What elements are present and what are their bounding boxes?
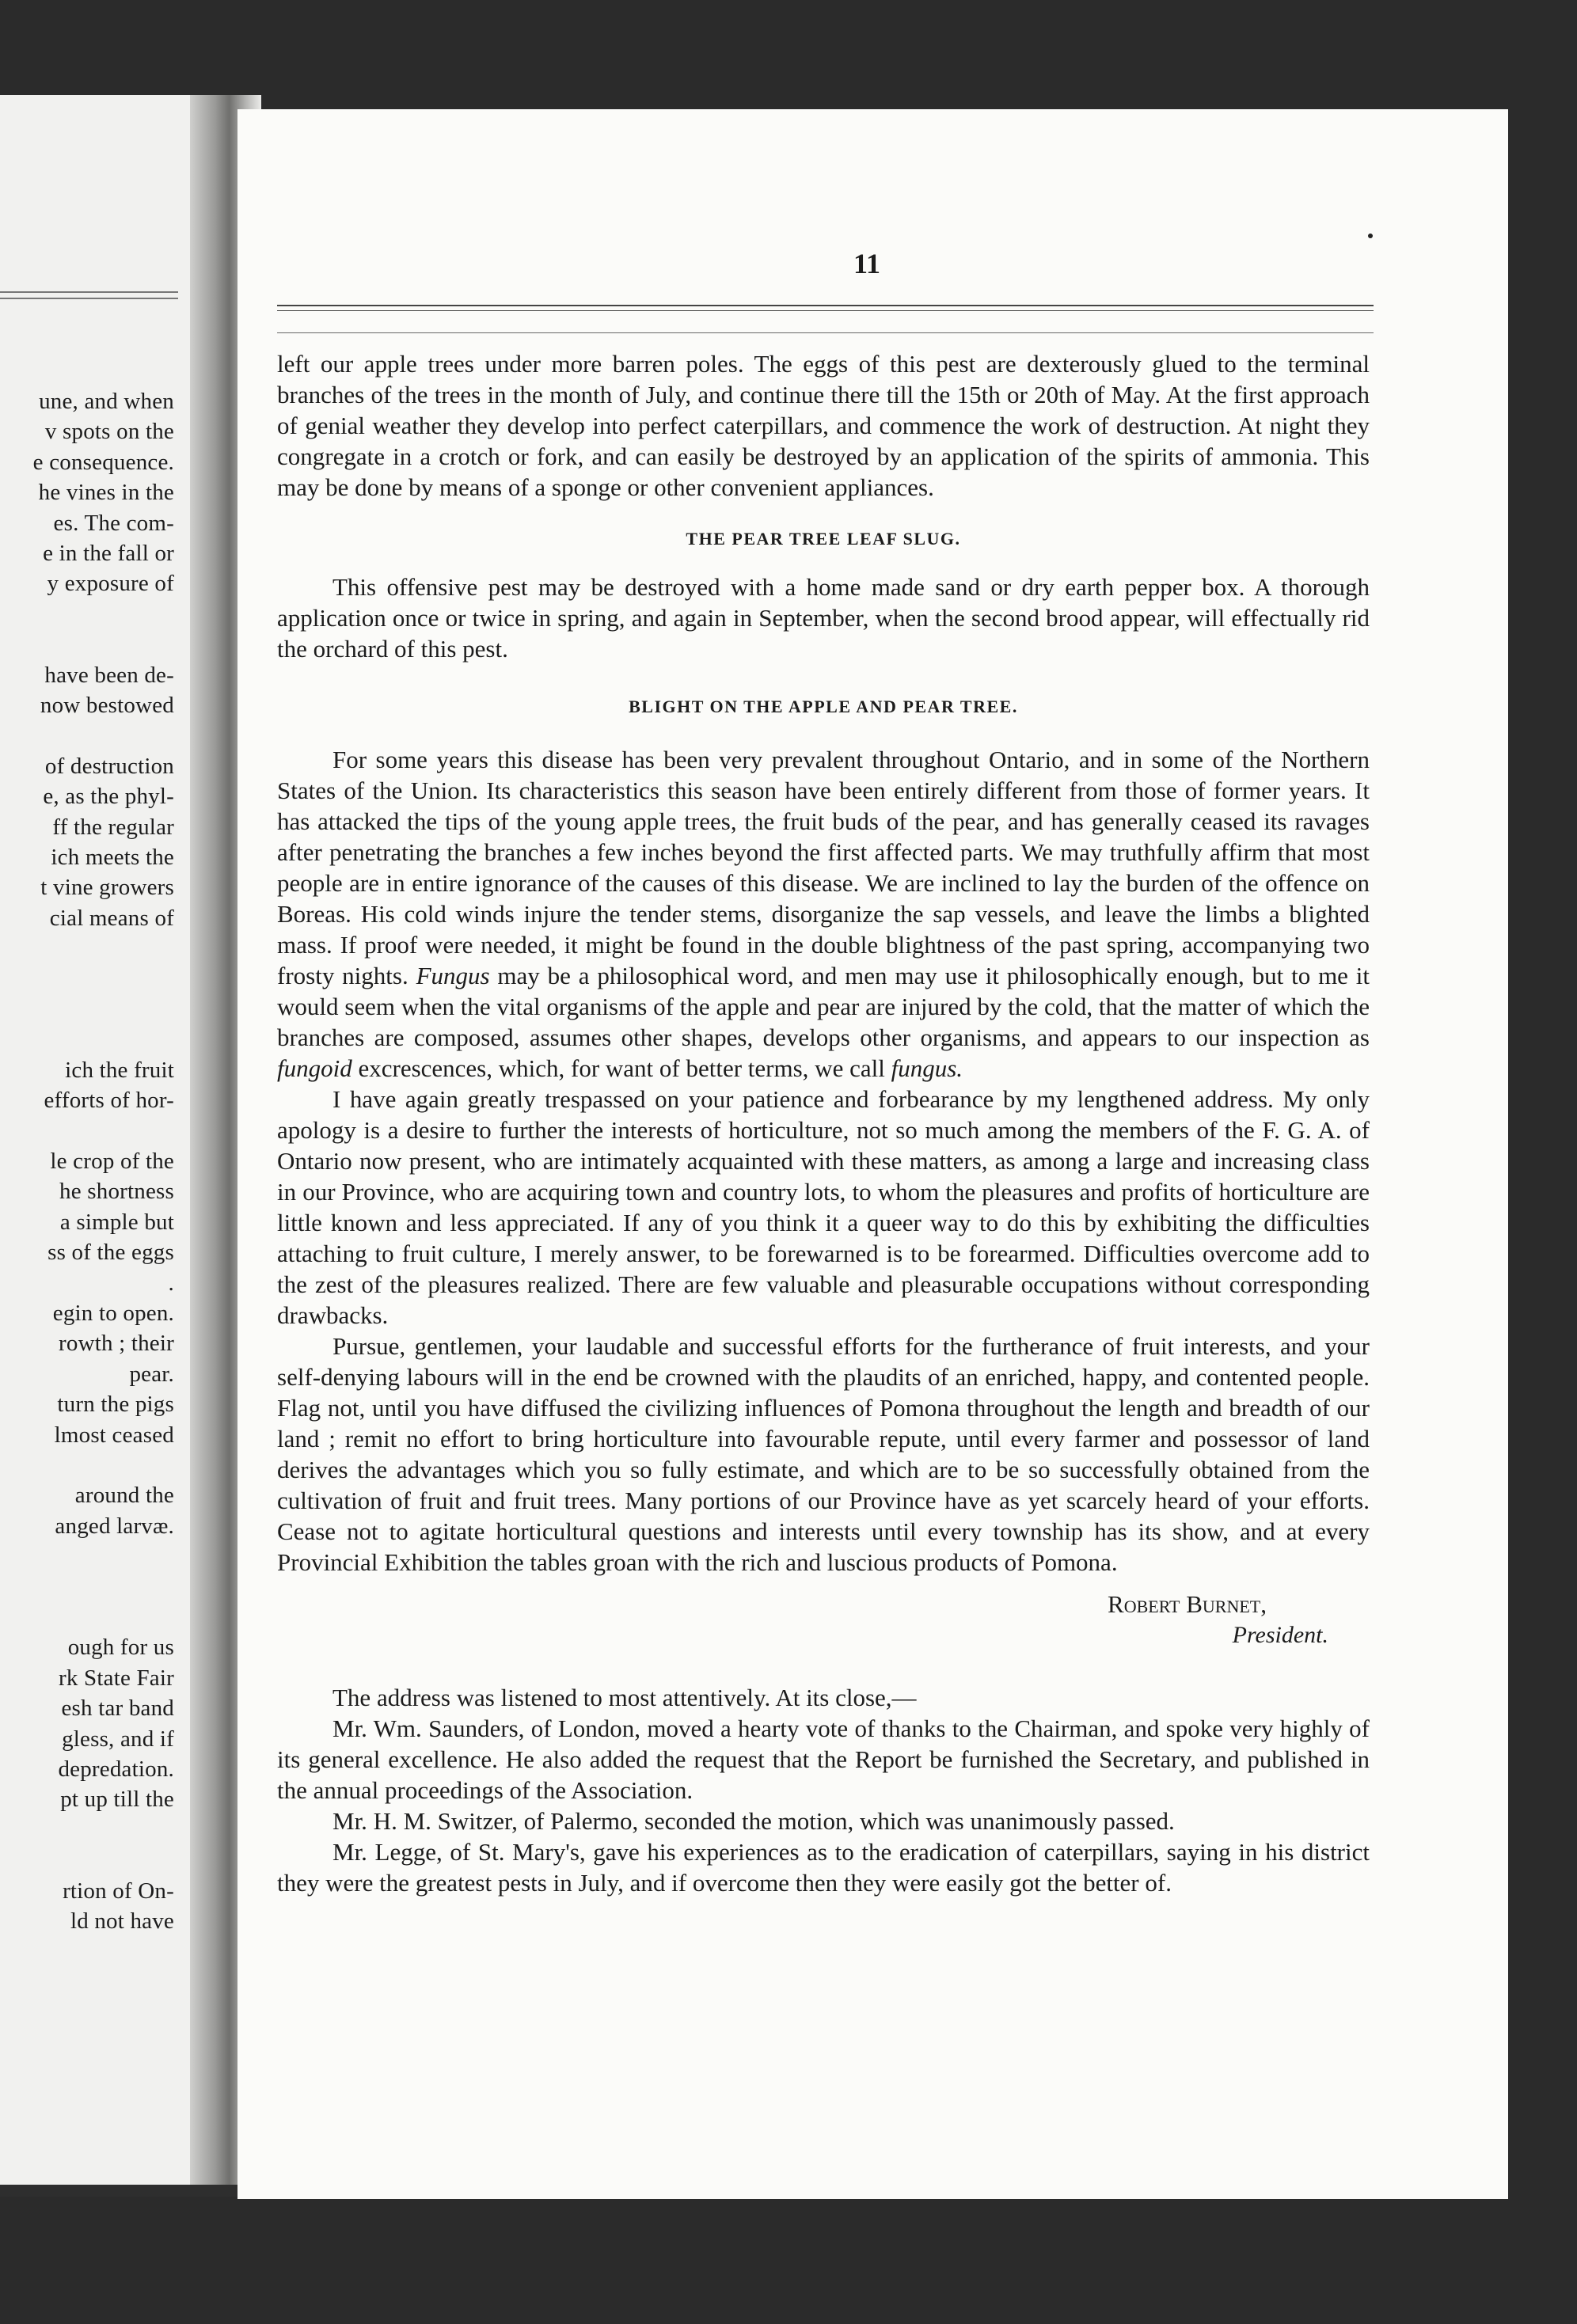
paragraph-text: may be a philosophical word, and men may use it philosophically enough, but to me it would seem when the vital organisms of the apple and pear are injured by the cold, that the matter of which the branches are composed, assumes other shapes, develops other organisms, and appears to our inspection as	[277, 962, 1370, 1051]
facing-page-line: e in the fall or	[43, 541, 174, 566]
scan-background-right	[1508, 0, 1577, 2324]
facing-page-line: ff the regular	[52, 814, 174, 840]
facing-page-line: ss of the eggs	[48, 1240, 174, 1266]
facing-page-line: egin to open.	[52, 1301, 174, 1326]
facing-page-line: t vine growers	[40, 875, 174, 901]
facing-page-line: y exposure of	[47, 571, 174, 597]
facing-page-line: now bestowed	[40, 693, 174, 718]
header-rule	[277, 332, 1374, 333]
section-heading: BLIGHT ON THE APPLE AND PEAR TREE.	[629, 697, 1018, 716]
facing-page-line: ich meets the	[51, 845, 174, 870]
paragraph: I have again greatly trespassed on your patience and forbearance by my lengthened address. My only apology is a desire to further the interests of horticulture, not so much among the members of the F. G. A. of Ontario now present, who are intimately acquainted with these matters, as among a large and increasing class in our Province, who are acquiring town and country lots, to whom the pleasures and profits of horticulture are little known and less appreciated. If any of you think it a queer way to do this by exhibiting the difficulties attaching to fruit culture, I merely answer, to be forewarned is to be forearmed. Difficulties overcome add to the zest of the pleasures realized. There are few valuable and pleasurable occupations without corresponding drawbacks.	[277, 1085, 1370, 1329]
paragraph-text: excrescences, which, for want of better terms, we call	[352, 1054, 891, 1082]
italic-term: fungus.	[891, 1054, 963, 1082]
facing-page-line: cial means of	[49, 905, 174, 931]
facing-page-line: pt up till the	[60, 1787, 174, 1813]
facing-page-line: anged larvæ.	[55, 1513, 174, 1539]
page-body	[277, 348, 1370, 1898]
facing-page-line: une, and when	[39, 389, 174, 414]
speck	[1368, 234, 1373, 238]
paragraph: Mr. Wm. Saunders, of London, moved a hearty vote of thanks to the Chairman, and spoke very highly of its general excellence. He also added the request that the Report be furnished the Secretary, and published in the annual proceedings of the Association.	[277, 1715, 1370, 1804]
signature-block	[277, 1589, 1370, 1650]
facing-page-line: turn the pigs	[57, 1392, 174, 1418]
paragraph: This offensive pest may be destroyed with a home made sand or dry earth pepper box. A thorough application once or twice in spring, and again in September, when the second brood appear, will effectually rid the orchard of this pest.	[277, 573, 1370, 663]
facing-page-line: he shortness	[59, 1179, 174, 1205]
facing-page-line: lmost ceased	[54, 1422, 174, 1448]
paragraph: Mr. H. M. Switzer, of Palermo, seconded the motion, which was unanimously passed.	[332, 1807, 1175, 1835]
paragraph: Mr. Legge, of St. Mary's, gave his experiences as to the eradication of caterpillars, saying in his district they were the greatest pests in July, and if overcome then they were easily got the better of.	[277, 1838, 1370, 1897]
facing-page-line: es. The com-	[53, 510, 174, 536]
facing-page-line: ough for us	[67, 1635, 174, 1661]
facing-page-line: gless, and if	[62, 1726, 174, 1752]
facing-page-line: ld not have	[70, 1908, 174, 1934]
facing-page-line: le crop of the	[50, 1149, 174, 1174]
signature-name: Robert Burnet,	[1108, 1590, 1267, 1618]
facing-page-line: e consequence.	[32, 449, 174, 475]
paragraph: Pursue, gentlemen, your laudable and successful efforts for the furtherance of fruit interests, and your self-denying labours will in the end be crowned with the plaudits of an enriched, happy, and contented people. Flag not, until you have diffused the civilizing influences of Pomona throughout the length and breadth of our land ; remit no effort to bring horticulture into favourable repute, until every farmer and possessor of land derives the advantages which you so fully estimate, and which are to be so successfully obtained from the cultivation of fruit and fruit trees. Many portions of our Province have as yet scarcely heard of your efforts. Cease not to agitate horticultural questions and interests until every township has its show, and at every Provincial Exhibition the tables groan with the rich and luscious products of Pomona.	[277, 1332, 1370, 1576]
facing-page-line: e, as the phyl-	[43, 784, 174, 810]
facing-page-line: he vines in the	[38, 480, 174, 506]
facing-page-rule	[0, 298, 178, 299]
facing-page-line: around the	[74, 1483, 174, 1509]
facing-page-line: pear.	[129, 1361, 174, 1387]
facing-page-line: ich the fruit	[65, 1057, 174, 1083]
facing-page-line: of destruction	[44, 753, 174, 779]
page-number: 11	[853, 248, 880, 279]
facing-page-line: depredation.	[58, 1756, 174, 1782]
facing-page-line: v spots on the	[44, 419, 174, 445]
facing-page-line: rtion of On-	[63, 1878, 174, 1904]
facing-page-line: rk State Fair	[59, 1665, 174, 1691]
italic-term: Fungus	[416, 962, 490, 989]
paragraph-text: For some years this disease has been very prevalent throughout Ontario, and in some of the Northern States of the Union. Its characteristics this season have been entirely different from those of former years. It has attacked the tips of the young apple trees, the fruit buds of the pear, and has generally ceased its ravages after penetrating the branches a few inches beyond the first affected parts. We may truthfully affirm that most people are in entire ignorance of the causes of this disease. We are inclined to lay the burden of the offence on Boreas. His cold winds injure the tender stems, disorganize the sap vessels, and leave the limbs a blighted mass. If proof were needed, it might be found in the double blightness of the past spring, accompanying two frosty nights.	[277, 746, 1370, 989]
signature-title: President.	[1232, 1622, 1328, 1648]
facing-page-line: efforts of hor-	[44, 1088, 174, 1114]
section-heading: THE PEAR TREE LEAF SLUG.	[686, 529, 961, 549]
proceedings	[277, 1682, 1370, 1898]
facing-page-rule	[0, 291, 178, 293]
paragraph	[277, 744, 1370, 1084]
facing-page-line: have been de-	[44, 662, 174, 688]
facing-page-line: a simple but	[59, 1209, 174, 1235]
italic-term: fungoid	[277, 1054, 352, 1082]
scan-background-bottom	[0, 2197, 1577, 2324]
header-rule	[277, 310, 1374, 311]
paragraph: The address was listened to most attentively. At its close,—	[332, 1684, 917, 1711]
facing-page-line: .	[168, 1270, 174, 1296]
header-rule	[277, 305, 1374, 306]
paragraph: left our apple trees under more barren poles. The eggs of this pest are dexterously glued to the terminal branches of the trees in the month of July, and continue there till the 15th or 20th of May. At the first approach of genial weather they develop into perfect caterpillars, and commence the work of destruction. At night they congregate in a crotch or fork, and can easily be destroyed by an application of the spirits of ammonia. This may be done by means of a sponge or other convenient appliances.	[277, 350, 1370, 501]
facing-page-line: esh tar band	[61, 1696, 174, 1722]
facing-page-line: rowth ; their	[59, 1331, 174, 1357]
